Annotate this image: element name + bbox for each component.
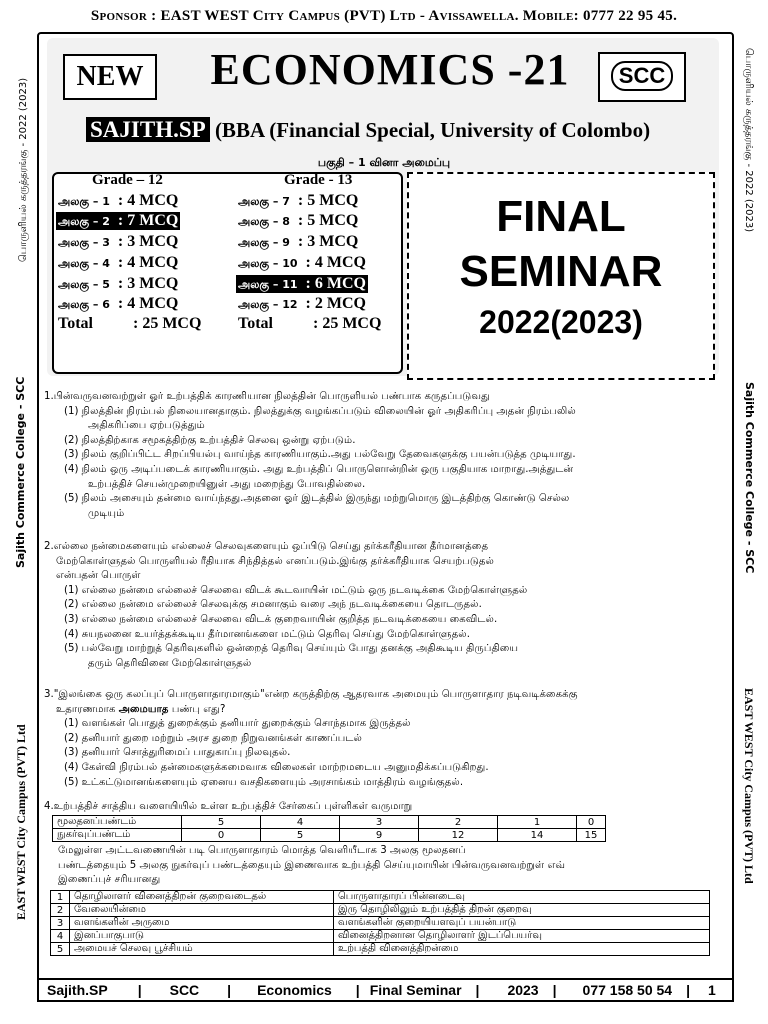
option-cont: தரும் தெரிவினை மேற்கொள்ளுதல்: [88, 657, 252, 669]
table-row: மூலதனப்பண்டம் 5 4 3 2 1 0: [53, 816, 606, 829]
grade-12-title: Grade – 12: [92, 172, 163, 188]
question-stem: 3."இலங்கை ஒரு கலப்புப் பொருளாதாரமாகும்"என்ற கருத்திற்கு ஆதரவாக அமையும் பொருளாதார நடிவடிக்கைக்கு: [44, 689, 578, 700]
option-cont: உற்பத்திச் செயன்முறையினுள் அது மறைந்து போவதில்லை.: [88, 478, 366, 490]
author-name: SAJITH.SP: [86, 117, 210, 142]
question-3: [44, 688, 730, 790]
unit-row: அலகு – 3 : 3 MCQ: [58, 233, 179, 250]
option: (3) எல்லை நன்மை எல்லைச் செலவை விடக் குறைவாயின் குறித்த நடவடிக்கையை கைவிடல்.: [64, 613, 498, 625]
unit-row: அலகு – 4 : 4 MCQ: [58, 254, 179, 271]
table-row: 2 வேலையின்மை இரு தொழிலிலும் உற்பத்தித் திறன் குறைவு: [51, 904, 710, 917]
unit-total-row: Total : 25 MCQ: [238, 315, 382, 332]
option: (5) பல்வேறு மாற்றுத் தெரிவுகளில் ஒன்றைத் தெரிவு செய்யும் போது தனக்கு அதிகூடிய திருப்தியை: [64, 643, 519, 655]
table-row: 4 இனப்பாகுபாடு வினைத்திறனான தொழிலாளர் இடப்பெயர்வு: [51, 930, 710, 943]
footer-title: Final Seminar: [369, 982, 462, 998]
unit-row: அலகு – 9 : 3 MCQ: [238, 233, 359, 250]
options-table: [50, 890, 710, 956]
table-row: நுகர்வுப்பண்டம் 0 5 9 12 14 15: [53, 829, 606, 842]
footer-phone: 077 158 50 54: [582, 982, 673, 998]
option: (5) உட்கட்டுமானங்களையும் ஏனைய வசதிகளையும் அரசாங்கம் மாத்திரம் வழங்குதல்.: [64, 776, 464, 788]
final-line-1: FINAL: [496, 192, 626, 241]
final-seminar-box: [407, 172, 715, 380]
page-number: 1: [707, 982, 716, 998]
table-row: 5 அமையச் செலவு பூச்சியம் உற்பத்தி வினைத்திறன்மை: [51, 943, 710, 956]
unit-row: அலகு – 1 : 4 MCQ: [58, 192, 179, 209]
side-text-right-bottom: EAST WEST City Campus (PVT) Ltd: [742, 688, 756, 884]
footer-subject: Economics: [257, 982, 332, 998]
question-stem: 2.எல்லை நன்மைகளையும் எல்லைச் செலவுகளையும் ஒப்பிடு செய்து தர்க்கரீதியான தீர்மானத்தை: [44, 541, 489, 552]
side-text-right-top: பொருளியல் கருத்தரங்கு - 2022 (2023): [743, 48, 754, 233]
question-stem-2: உதாரணமாக அமையாத பண்பு எது?: [56, 703, 226, 715]
question-stem: 1.பின்வருவனவற்றுள் ஓர் உற்பத்திக் காரணியான நிலத்தின் பொருளியல் பண்பாக கருதப்படுவது: [44, 391, 490, 402]
option-cont: முடியும்: [88, 507, 125, 519]
grade-13-title: Grade - 13: [284, 172, 353, 188]
footer-author: Sajith.SP: [47, 982, 108, 998]
question-4-body: மேலுள்ள அட்டவணையின் படி பொருளாதாரம் மொத்த வெளியீடாக 3 அலகு மூலதனப் பண்டத்தையும் 5 அலகு நுகர்வுப் பண்டத்தையும் இணைவாக உற்பத்தி செய்யுமாயின் பின்வருவனவற்றுள் எவ் இணைப்புச் சரியானது: [58, 845, 566, 886]
production-table: [52, 815, 606, 842]
option: (1) எல்லை நன்மை எல்லைச் செலவை விடக் கூடவாயின் மட்டும் ஒரு நடவடிக்கை மேற்கொள்ளுதல்: [64, 584, 528, 596]
author-qualification: (BBA (Financial Special, University of Colombo): [214, 118, 651, 142]
author-line: [86, 117, 650, 143]
option: (2) எல்லை நன்மை எல்லைச் செலவுக்கு சமனாகும் வரை அந் நடவடிக்கையை தொடருதல்.: [64, 599, 482, 611]
unit-row-highlighted: அலகு – 11 : 6 MCQ: [238, 275, 366, 292]
option: (5) நிலம் அசையும் தன்மை வாய்ந்தது.அதனை ஓர் இடத்தில் இருந்து மற்றுமொரு இடத்திற்கு கொண்டு செல்ல: [64, 493, 570, 505]
footer-college: SCC: [169, 982, 200, 998]
scc-logo: [598, 52, 686, 102]
final-line-2: SEMINAR: [459, 247, 663, 296]
unit-total-row: Total : 25 MCQ: [58, 315, 202, 332]
unit-row: அலகு – 7 : 5 MCQ: [238, 192, 359, 209]
option: (4) கேள்வி நிரம்பல் தன்மைகளுக்கமைவாக விலைகள் மாற்றமடைய அனுமதிக்கப்படுகிறது.: [64, 761, 489, 773]
side-text-left-top: பொருளியல் கருத்தரங்கு - 2022 (2023): [18, 77, 29, 262]
section-title: பகுதி – 1 வினா அமைப்பு: [317, 156, 451, 169]
option: (3) நிலம் குறிப்பிட்ட சிறப்பியல்பு வாய்ந்த காரணியாகும்.அது பல்வேறு தேவைகளுக்கு பயன்படுத்த முடியாது.: [64, 449, 576, 461]
side-text-left-bottom: EAST WEST City Campus (PVT) Ltd: [14, 724, 28, 920]
question-4-stem: 4.உற்பத்திச் சாத்திய வளையியில் உள்ள உற்பத்திச் சேர்கைப் புள்ளிகள் வருமாறு: [44, 801, 413, 812]
option: (1) நிலத்தின் நிரம்பல் நிலையானதாகும். நிலத்துக்கு வழங்கப்படும் விலையின் ஓர் அதிகரிப்பு அதன் நிரம்பலில்: [64, 405, 576, 417]
option: (1) வளங்கள் பொதுத் துறைக்கும் தனியார் துறைக்கும் சொந்தமாக இருத்தல்: [64, 718, 411, 730]
side-text-left-mid: Sajith Commerce College - SCC: [14, 376, 27, 568]
option: (2) தனியார் துறை மற்றும் அரச துறை நிறுவனங்கள் காணப்படல்: [64, 732, 362, 744]
new-badge: NEW: [63, 54, 157, 100]
option: (3) தனியார் சொத்துரிமைப் பாதுகாப்பு நிலவுதல்.: [64, 747, 291, 759]
unit-row-highlighted: அலகு – 2 : 7 MCQ: [58, 212, 179, 229]
page-footer: Sajith.SP | SCC | Economics | Final Seminar | 2023 | 077 158 50 54 | 1: [37, 978, 734, 1002]
unit-row: அலகு – 12 : 2 MCQ: [238, 295, 366, 312]
final-line-3: 2022(2023): [479, 304, 643, 340]
table-row: 1 தொழிலாளர் வினைத்திறன் குறைவடைதல் பொருளாதாரப் பின்னடைவு: [51, 891, 710, 904]
page-title: ECONOMICS -21: [210, 45, 570, 94]
side-text-right-mid: Sajith Commerce College - SCC: [743, 382, 756, 574]
unit-row: அலகு – 6 : 4 MCQ: [58, 295, 179, 312]
question-stem: மேற்கொள்ளுதல் பொருளியல் ரீதியாக சிந்தித்தல் எனப்படும்.இங்கு தர்க்கரீதியாக செயற்படுதல்: [56, 555, 495, 567]
unit-row: அலகு – 5 : 3 MCQ: [58, 275, 179, 292]
unit-row: அலகு – 8 : 5 MCQ: [238, 212, 359, 229]
footer-year: 2023: [507, 982, 539, 998]
option-cont: அதிகரிப்பை ஏற்படுத்தும்: [88, 420, 205, 432]
unit-row: அலகு – 10 : 4 MCQ: [238, 254, 366, 271]
table-row: 3 வளங்களின் அருமை வளங்களின் குறையியளவுப் பயன்பாடு: [51, 917, 710, 930]
question-1: [44, 390, 730, 521]
question-2: [44, 540, 730, 671]
option: (2) நிலத்திற்காக சமூகத்திற்கு உற்பத்திச் செலவு ஒன்று ஏற்படும்.: [64, 434, 356, 446]
option: (4) நிலம் ஒரு அடிப்படைக் காரணியாகும். அது உற்பத்திப் பொருளொன்றின் ஒரு பகுதியாக மாறாது.அத்துடன்: [64, 463, 574, 475]
question-stem: என்பதன் பொருள்: [56, 570, 141, 582]
sponsor-banner: Sponsor : EAST WEST City Campus (PVT) Ltd - Avissawella. Mobile: 0777 22 95 45.: [90, 8, 678, 24]
option: (4) சுயநலனை உயர்த்தக்கூடிய தீர்மானங்களை மட்டும் தெரிவு செய்து மேற்கொள்ளுதல்.: [64, 628, 470, 640]
logo-text: SCC: [611, 61, 673, 91]
